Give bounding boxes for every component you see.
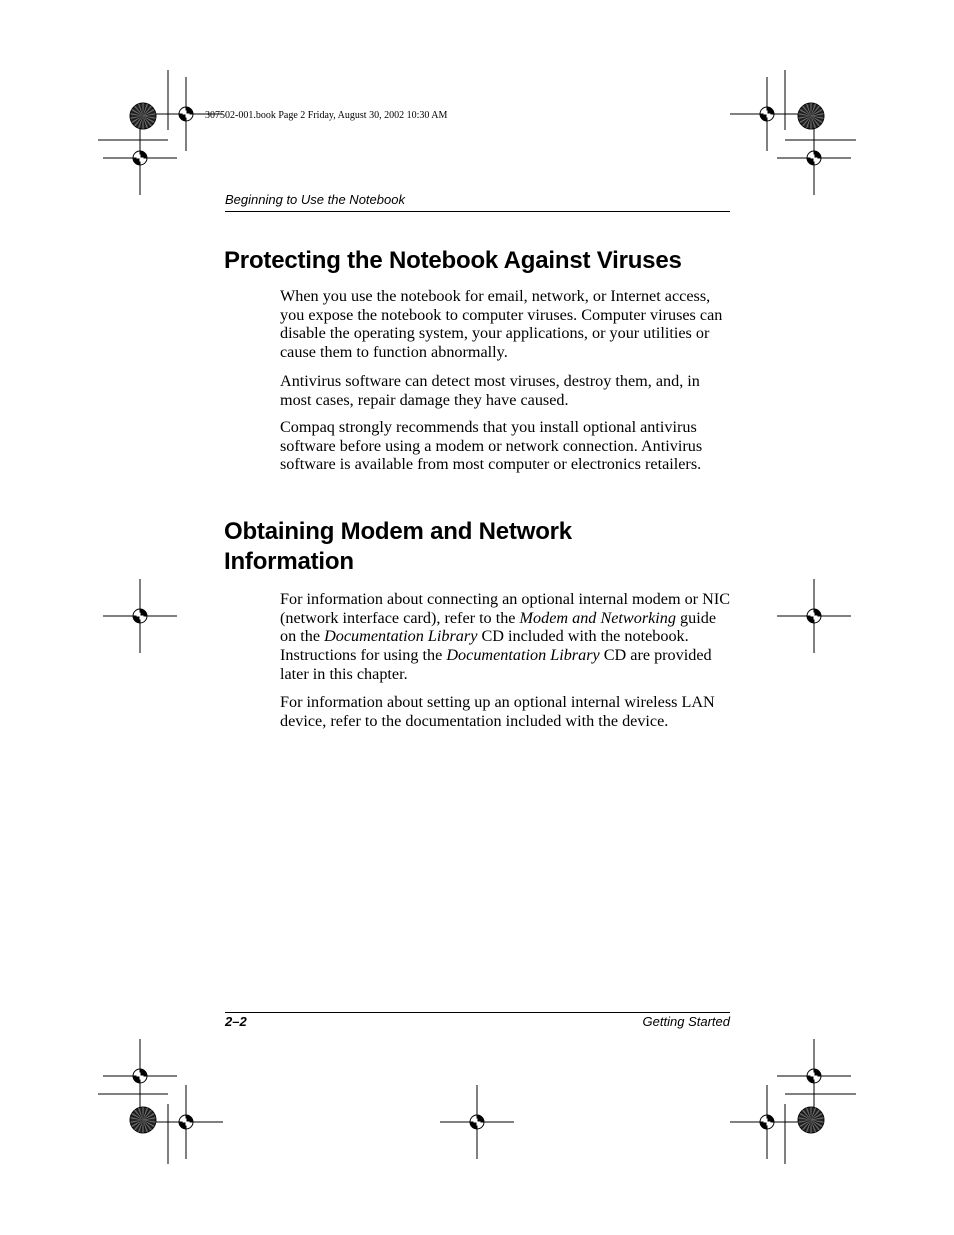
paragraph-text: Antivirus software can detect most viruses, destroy them, and, in most cases, repair damage they have caused. bbox=[280, 372, 700, 409]
header-rule bbox=[225, 211, 730, 212]
registration-target-icon bbox=[777, 121, 851, 195]
paragraph-text: CD included with the notebook. Instructions for using the bbox=[280, 627, 689, 665]
registration-target-icon bbox=[149, 1085, 223, 1159]
page-number: 2–2 bbox=[225, 1014, 247, 1029]
paragraph bbox=[280, 287, 735, 362]
doc-title-reference: Documentation Library bbox=[446, 646, 600, 665]
paragraph-text: For information about setting up an optional internal wireless LAN device, refer to the documentation included with the device. bbox=[280, 693, 715, 730]
footer-title: Getting Started bbox=[642, 1014, 730, 1029]
starburst-target-icon bbox=[798, 1107, 824, 1133]
section-heading-viruses: Protecting the Notebook Against Viruses bbox=[224, 247, 682, 274]
paragraph bbox=[280, 693, 735, 730]
registration-target-icon bbox=[730, 1085, 804, 1159]
registration-target-icon bbox=[440, 1085, 514, 1159]
starburst-target-icon bbox=[130, 103, 156, 129]
paragraph bbox=[280, 418, 735, 474]
paragraph-text: For information about connecting an optional internal modem or NIC (network interface card), refer to the bbox=[280, 590, 731, 627]
running-head: Beginning to Use the Notebook bbox=[225, 192, 405, 207]
starburst-target-icon bbox=[798, 103, 824, 129]
registration-target-icon bbox=[777, 579, 851, 653]
registration-target-icon bbox=[103, 579, 177, 653]
registration-target-icon bbox=[777, 1039, 851, 1113]
paragraph bbox=[280, 372, 735, 409]
starburst-target-icon bbox=[130, 1107, 156, 1133]
doc-title-reference: Modem and Networking bbox=[519, 608, 676, 627]
paragraph-text: When you use the notebook for email, network, or Internet access, you expose the notebook to computer viruses. Computer viruses can disable the operating system, your applications, or your utilities or cause them to function abnormally. bbox=[280, 287, 723, 362]
print-info-line: 307502-001.book Page 2 Friday, August 30, 2002 10:30 AM bbox=[205, 110, 448, 121]
paragraph-text: CD are provided later in this chapter. bbox=[280, 646, 712, 683]
registration-target-icon bbox=[103, 1039, 177, 1113]
paragraph bbox=[280, 590, 735, 684]
registration-target-icon bbox=[103, 121, 177, 195]
section-heading-modem: Obtaining Modem and Network Information bbox=[224, 518, 572, 575]
footer-rule bbox=[225, 1012, 730, 1013]
paragraph-text: guide on the bbox=[280, 608, 717, 646]
doc-title-reference: Documentation Library bbox=[324, 627, 478, 646]
paragraph-text: Compaq strongly recommends that you install optional antivirus software before using a modem or network connection. Antivirus software is available from most computer or electronics retailers. bbox=[280, 418, 703, 474]
